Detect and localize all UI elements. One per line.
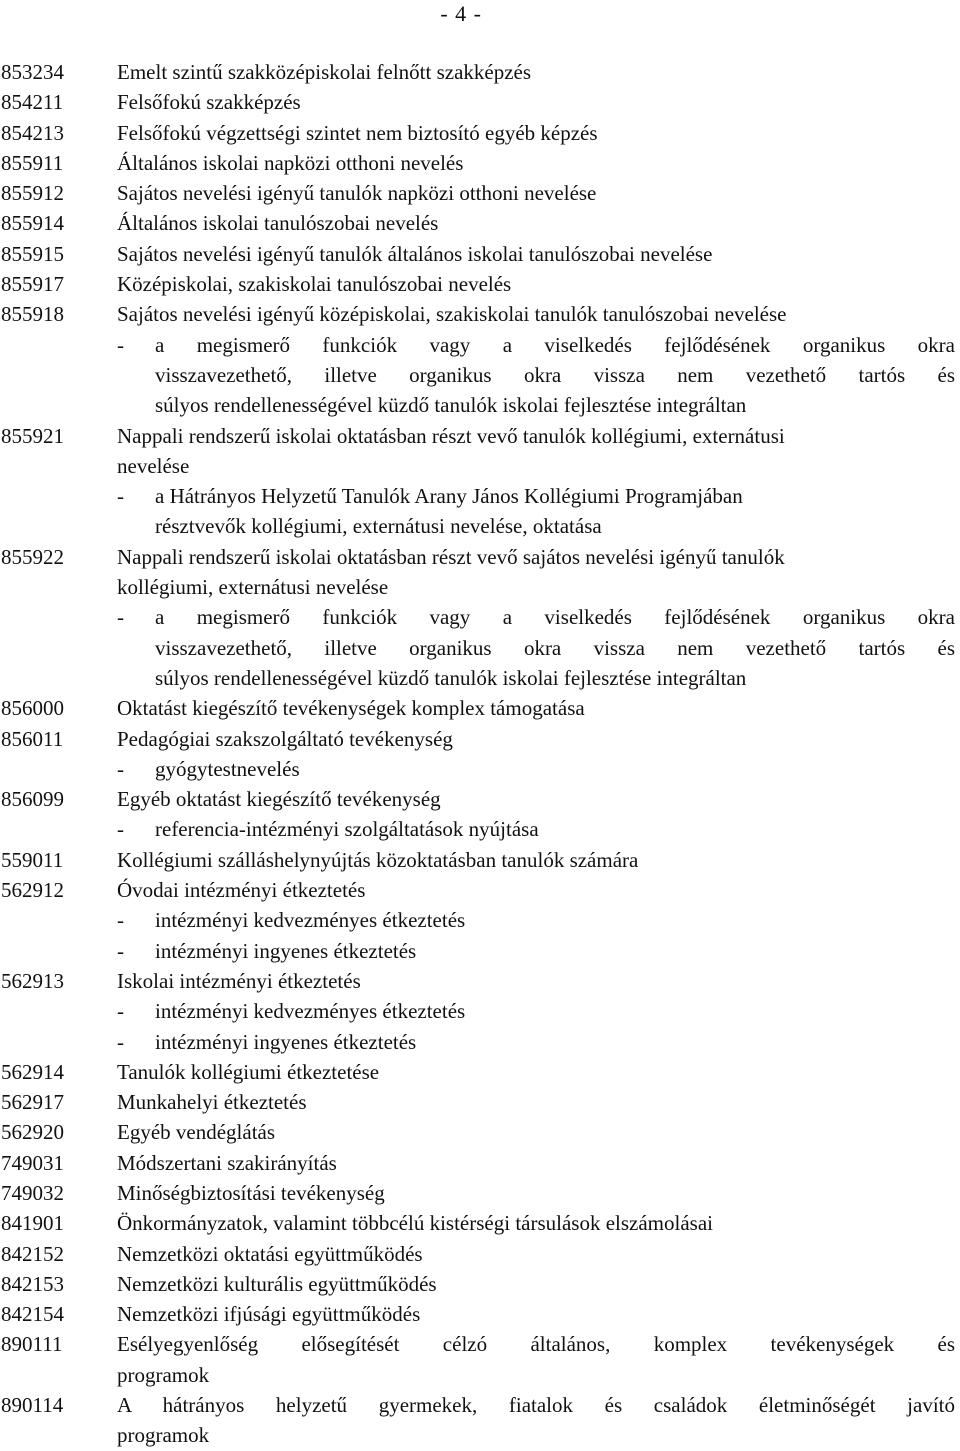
description-line: Sajátos nevelési igényű tanulók általános iskolai tanulószobai nevelése: [117, 241, 713, 266]
sub-item-line: intézményi ingyenes étkeztetés: [155, 1029, 417, 1054]
description-line: Minőségbiztosítási tevékenység: [117, 1180, 385, 1205]
description-line: Felsőfokú szakképzés: [117, 90, 301, 115]
page-number: - 4 -: [440, 1, 482, 26]
activity-code: 749032: [1, 1180, 64, 1205]
description-line: Nemzetközi ifjúsági együttműködés: [117, 1302, 421, 1327]
dash-bullet: -: [117, 605, 124, 630]
sub-item-line: intézményi kedvezményes étkeztetés: [155, 999, 466, 1024]
activity-code: 559011: [1, 847, 64, 872]
activity-description: [117, 57, 955, 87]
description-line: nevelése: [117, 453, 190, 478]
sub-item-line: visszavezethető, illetve organikus okra vissza nem vezethető tartós és: [155, 362, 955, 387]
dash-bullet: -: [117, 999, 124, 1024]
description-line: Egyéb vendéglátás: [117, 1120, 276, 1145]
dash-bullet: -: [117, 756, 124, 781]
activity-code: 853234: [1, 60, 64, 84]
activity-description: [117, 87, 955, 117]
activity-description: [117, 1390, 955, 1451]
sub-item-line: visszavezethető, illetve organikus okra vissza nem vezethető tartós és: [155, 635, 955, 660]
activity-code: 562913: [1, 968, 64, 993]
list-item: [0, 118, 960, 148]
list-item: [0, 1299, 960, 1329]
description-line: Esélyegyenlőség elősegítését célzó általános, komplex tevékenységek és: [117, 1332, 955, 1357]
activity-description: [117, 1057, 955, 1087]
activity-description: [117, 299, 955, 420]
activity-description: [117, 1299, 955, 1329]
activity-code: 855912: [1, 181, 64, 206]
sub-item-line: a megismerő funkciók vagy a viselkedés fejlődésének organikus okra: [155, 605, 955, 630]
list-item: [0, 299, 960, 420]
activity-code: 856011: [1, 726, 64, 751]
activity-code: 562917: [1, 1090, 64, 1115]
description-line: Emelt szintű szakközépiskolai felnőtt szakképzés: [117, 60, 532, 84]
dash-bullet: -: [117, 908, 124, 933]
list-item: [0, 1390, 960, 1451]
description-line: Pedagógiai szakszolgáltató tevékenység: [117, 726, 453, 751]
sub-item-line: gyógytestnevelés: [155, 756, 300, 781]
sub-item: [117, 602, 955, 693]
list-item: [0, 1057, 960, 1087]
description-line: Iskolai intézményi étkeztetés: [117, 968, 361, 993]
activity-code: 562920: [1, 1120, 64, 1145]
list-item: [0, 1148, 960, 1178]
activity-code: 841901: [1, 1211, 64, 1236]
activity-code: 854213: [1, 120, 64, 145]
description-line: programok: [117, 1362, 210, 1387]
activity-description: [117, 693, 955, 723]
activity-description: [117, 208, 955, 238]
activity-code: 855911: [1, 150, 64, 175]
dash-bullet: -: [117, 484, 124, 509]
activity-code: 855917: [1, 272, 64, 297]
description-line: Óvodai intézményi étkeztetés: [117, 878, 366, 903]
list-item: [0, 1117, 960, 1147]
sub-item-line: referencia-intézményi szolgáltatások nyújtása: [155, 817, 539, 842]
activity-description: [117, 1208, 955, 1238]
list-item: [0, 178, 960, 208]
description-line: Nappali rendszerű iskolai oktatásban részt vevő sajátos nevelési igényű tanulók: [117, 544, 785, 569]
activity-code: 855914: [1, 211, 64, 236]
description-line: Módszertani szakirányítás: [117, 1150, 337, 1175]
activity-description: [117, 1117, 955, 1147]
dash-bullet: -: [117, 817, 124, 842]
list-item: [0, 1329, 960, 1390]
dash-bullet: -: [117, 332, 124, 357]
activity-code: 855922: [1, 544, 64, 569]
activity-description: [117, 269, 955, 299]
description-line: Felsőfokú végzettségi szintet nem biztosító egyéb képzés: [117, 120, 598, 145]
activity-description: [117, 784, 955, 845]
list-item: [0, 208, 960, 238]
description-line: Nemzetközi kulturális együttműködés: [117, 1271, 437, 1296]
description-line: Tanulók kollégiumi étkeztetése: [117, 1059, 380, 1084]
activity-description: [117, 542, 955, 693]
list-item: [0, 57, 960, 87]
activity-code: 890114: [1, 1393, 64, 1418]
sub-item: [117, 330, 955, 421]
activity-code: 562912: [1, 878, 64, 903]
activity-code: 854211: [1, 90, 64, 115]
description-line: Sajátos nevelési igényű középiskolai, szakiskolai tanulók tanulószobai nevelése: [117, 302, 787, 327]
activity-code: 749031: [1, 1150, 64, 1175]
list-item: [0, 542, 960, 693]
list-item: [0, 148, 960, 178]
description-line: Sajátos nevelési igényű tanulók napközi otthoni nevelése: [117, 181, 597, 206]
sub-item: [117, 1027, 955, 1057]
sub-item: [117, 814, 955, 844]
activity-description: [117, 148, 955, 178]
list-item: [0, 1178, 960, 1208]
sub-item-line: résztvevők kollégiumi, externátusi nevelése, oktatása: [155, 514, 602, 539]
activity-description: [117, 1239, 955, 1269]
description-line: A hátrányos helyzetű gyermekek, fiatalok és családok életminőségét javító: [117, 1393, 955, 1418]
activity-code: 842153: [1, 1271, 64, 1296]
description-line: Nemzetközi oktatási együttműködés: [117, 1241, 423, 1266]
activity-description: [117, 724, 955, 785]
sub-item-line: súlyos rendellenességével küzdő tanulók iskolai fejlesztése integráltan: [155, 665, 747, 690]
sub-item-line: a megismerő funkciók vagy a viselkedés fejlődésének organikus okra: [155, 332, 955, 357]
list-item: [0, 1269, 960, 1299]
activity-description: [117, 178, 955, 208]
description-line: Kollégiumi szálláshelynyújtás közoktatásban tanulók számára: [117, 847, 639, 872]
sub-item: [117, 754, 955, 784]
activity-code: 856099: [1, 787, 64, 812]
sub-item: [117, 996, 955, 1026]
activity-code: 842154: [1, 1302, 64, 1327]
description-line: kollégiumi, externátusi nevelése: [117, 575, 389, 600]
activity-code: 890111: [1, 1332, 63, 1357]
activity-description: [117, 1329, 955, 1390]
activity-description: [117, 966, 955, 1057]
list-item: [0, 421, 960, 542]
description-line: Munkahelyi étkeztetés: [117, 1090, 307, 1115]
description-line: Egyéb oktatást kiegészítő tevékenység: [117, 787, 441, 812]
description-line: Középiskolai, szakiskolai tanulószobai nevelés: [117, 272, 512, 297]
description-line: programok: [117, 1423, 210, 1448]
activity-description: [117, 1178, 955, 1208]
dash-bullet: -: [117, 938, 124, 963]
list-item: [0, 875, 960, 966]
list-item: [0, 1208, 960, 1238]
activity-code: 856000: [1, 696, 64, 721]
list-item: [0, 1087, 960, 1117]
sub-item-line: intézményi ingyenes étkeztetés: [155, 938, 417, 963]
description-line: Általános iskolai napközi otthoni nevelés: [117, 150, 464, 175]
list-item: [0, 1239, 960, 1269]
sub-item: [117, 481, 955, 542]
description-line: Általános iskolai tanulószobai nevelés: [117, 211, 439, 236]
activity-description: [117, 875, 955, 966]
activity-code: 855918: [1, 302, 64, 327]
activity-description: [117, 118, 955, 148]
activity-code: 855921: [1, 423, 64, 448]
activity-description: [117, 421, 955, 542]
activity-description: [117, 845, 955, 875]
list-item: [0, 966, 960, 1057]
description-line: Önkormányzatok, valamint többcélú kistérségi társulások elszámolásai: [117, 1211, 713, 1236]
sub-item: [117, 905, 955, 935]
activity-code: 842152: [1, 1241, 64, 1266]
activity-code: 855915: [1, 241, 64, 266]
dash-bullet: -: [117, 1029, 124, 1054]
activity-description: [117, 1087, 955, 1117]
activity-code: 562914: [1, 1059, 64, 1084]
list-item: [0, 87, 960, 117]
activity-description: [117, 239, 955, 269]
description-line: Oktatást kiegészítő tevékenységek komplex támogatása: [117, 696, 585, 721]
list-item: [0, 269, 960, 299]
sub-item: [117, 936, 955, 966]
activity-code-list: [0, 57, 960, 1451]
activity-description: [117, 1148, 955, 1178]
list-item: [0, 724, 960, 785]
sub-item-line: intézményi kedvezményes étkeztetés: [155, 908, 466, 933]
list-item: [0, 693, 960, 723]
activity-description: [117, 1269, 955, 1299]
list-item: [0, 845, 960, 875]
sub-item-line: súlyos rendellenességével küzdő tanulók iskolai fejlesztése integráltan: [155, 393, 747, 418]
description-line: Nappali rendszerű iskolai oktatásban részt vevő tanulók kollégiumi, externátusi: [117, 423, 785, 448]
sub-item-line: a Hátrányos Helyzetű Tanulók Arany János Kollégiumi Programjában: [155, 484, 743, 509]
list-item: [0, 239, 960, 269]
list-item: [0, 784, 960, 845]
